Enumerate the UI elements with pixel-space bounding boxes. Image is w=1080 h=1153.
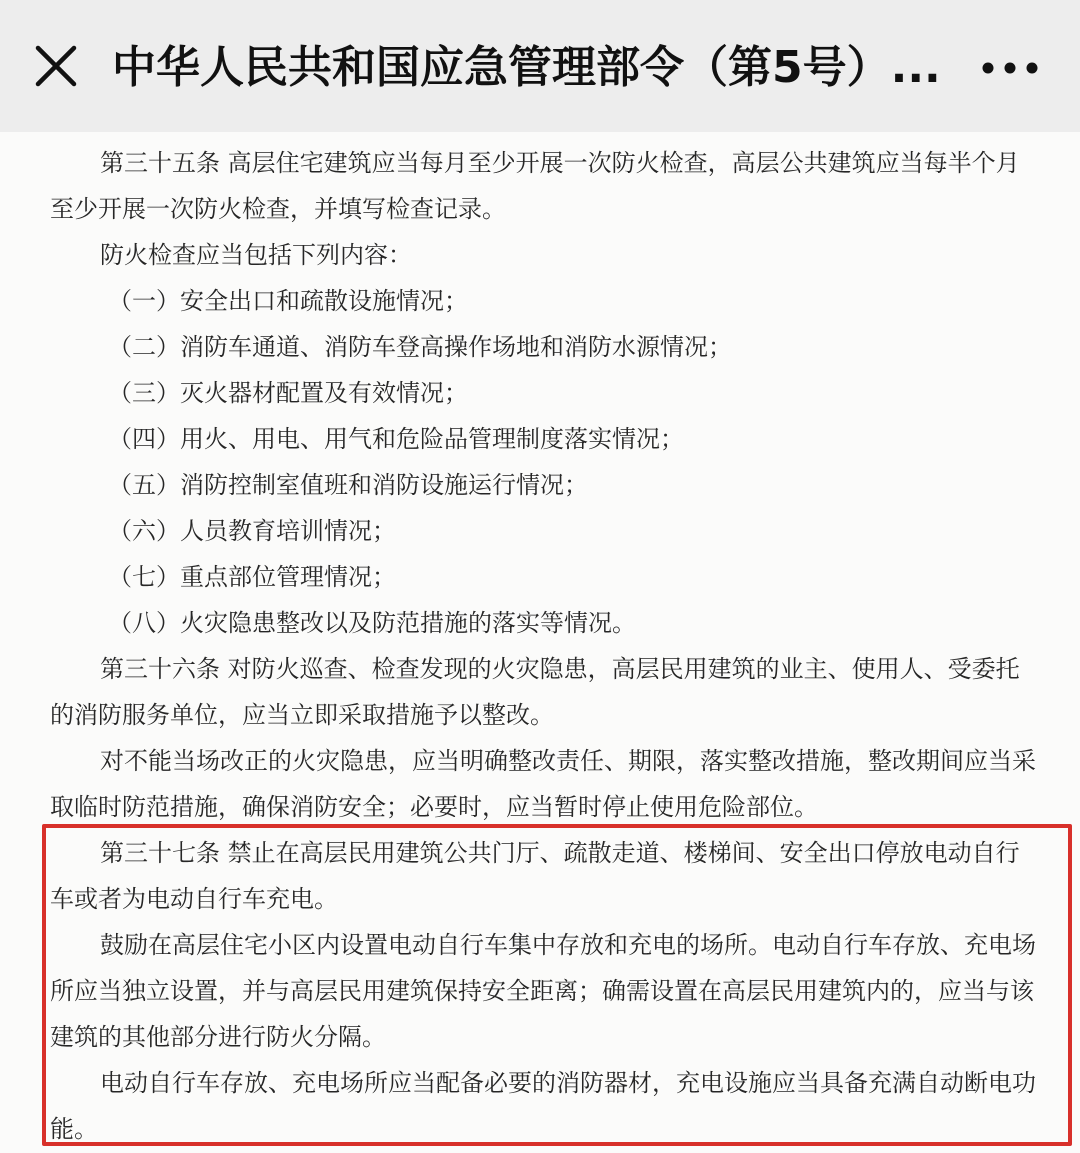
article-line: 所应当独立设置，并与高层民用建筑保持安全距离；确需设置在高层民用建筑内的，应当与该 xyxy=(50,977,1034,1005)
article-line: 防火检查应当包括下列内容： xyxy=(100,241,412,269)
close-icon xyxy=(24,34,88,98)
list-item: （二）消防车通道、消防车登高操作场地和消防水源情况； xyxy=(108,333,732,361)
article-line: 能。 xyxy=(50,1115,98,1143)
list-item: （三）灭火器材配置及有效情况； xyxy=(108,379,468,407)
article-content xyxy=(0,132,1080,1153)
article-line: 建筑的其他部分进行防火分隔。 xyxy=(50,1023,386,1051)
article-line: 对不能当场改正的火灾隐患，应当明确整改责任、期限，落实整改措施，整改期间应当采 xyxy=(100,747,1036,775)
list-item: （一）安全出口和疏散设施情况； xyxy=(108,287,468,315)
more-options-button[interactable] xyxy=(970,40,1050,96)
article-line: 的消防服务单位，应当立即采取措施予以整改。 xyxy=(50,701,554,729)
article-line: 第三十五条 高层住宅建筑应当每月至少开展一次防火检查，高层公共建筑应当每半个月 xyxy=(100,149,1020,177)
list-item: （六）人员教育培训情况； xyxy=(108,517,396,545)
list-item: （四）用火、用电、用气和危险品管理制度落实情况； xyxy=(108,425,684,453)
more-horizontal-icon xyxy=(970,40,1050,96)
list-item: （八）火灾隐患整改以及防范措施的落实等情况。 xyxy=(108,609,636,637)
article-line: 取临时防范措施，确保消防安全；必要时，应当暂时停止使用危险部位。 xyxy=(50,793,818,821)
page-title: 中华人民共和国应急管理部令（第5号）... xyxy=(112,42,941,93)
article-line: 第三十七条 禁止在高层民用建筑公共门厅、疏散走道、楼梯间、安全出口停放电动自行 xyxy=(100,839,1020,867)
close-button[interactable] xyxy=(24,34,88,98)
list-item: （五）消防控制室值班和消防设施运行情况； xyxy=(108,471,588,499)
article-line: 车或者为电动自行车充电。 xyxy=(50,885,338,913)
top-bar xyxy=(0,0,1080,132)
article-line: 第三十六条 对防火巡查、检查发现的火灾隐患，高层民用建筑的业主、使用人、受委托 xyxy=(100,655,1020,683)
list-item: （七）重点部位管理情况； xyxy=(108,563,396,591)
article-line: 电动自行车存放、充电场所应当配备必要的消防器材，充电设施应当具备充满自动断电功 xyxy=(100,1069,1036,1097)
article-line: 鼓励在高层住宅小区内设置电动自行车集中存放和充电的场所。电动自行车存放、充电场 xyxy=(100,931,1036,959)
article-line: 至少开展一次防火检查，并填写检查记录。 xyxy=(50,195,506,223)
